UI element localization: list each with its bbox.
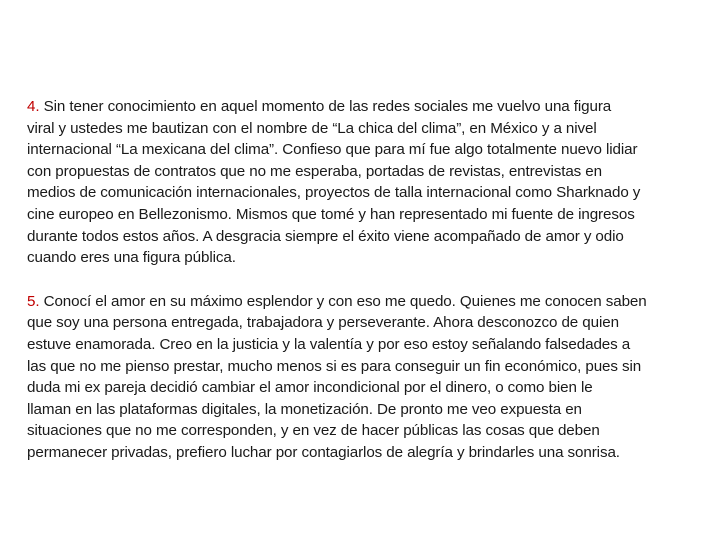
paragraph-line: las que no me pienso prestar, mucho menos si es para conseguir un fin económico, pues sin <box>27 357 642 375</box>
paragraph-line <box>27 291 707 313</box>
paragraph-line: llaman en las plataformas digitales, la monetización. De pronto me veo expuesta en <box>27 400 582 418</box>
paragraph-line: duda mi ex pareja decidió cambiar el amor incondicional por el dinero, o como bien le <box>27 379 593 397</box>
paragraph-number: 5. <box>27 292 40 310</box>
paragraph-line: con propuestas de contratos que no me esperaba, portadas de revistas, entrevistas en <box>27 162 602 180</box>
paragraph-line: cine europeo en Bellezonismo. Mismos que tomé y han representado mi fuente de ingresos <box>27 205 635 223</box>
paragraph-line: durante todos estos años. A desgracia siempre el éxito viene acompañado de amor y odio <box>27 227 624 245</box>
paragraph-line <box>27 96 707 118</box>
paragraph-line: viral y ustedes me bautizan con el nombre de “La chica del clima”, en México y a nivel <box>27 119 597 137</box>
line-text: Sin tener conocimiento en aquel momento de las redes sociales me vuelvo una figura <box>39 98 612 115</box>
paragraph-line: internacional “La mexicana del clima”. Confieso que para mí fue algo totalmente nuevo lidiar <box>27 141 638 159</box>
paragraph-line: cuando eres una figura pública. <box>27 249 236 267</box>
paragraph-line: permanecer privadas, prefiero luchar por contagiarlos de alegría y brindarles una sonrisa. <box>27 443 620 461</box>
paragraph-line: que soy una persona entregada, trabajadora y perseverante. Ahora desconozco de quien <box>27 314 619 332</box>
paragraph-5 <box>27 291 707 464</box>
paragraph-line: medios de comunicación internacionales, proyectos de talla internacional como Sharknado y <box>27 184 641 202</box>
text-body <box>27 96 707 464</box>
paragraph-line: situaciones que no me corresponden, y en vez de hacer públicas las cosas que deben <box>27 422 600 440</box>
paragraph-4 <box>27 96 707 269</box>
paragraph-number: 4. <box>27 98 40 115</box>
paragraph-line: estuve enamorada. Creo en la justicia y la valentía y por eso estoy señalando falsedades a <box>27 335 631 353</box>
line-text: Conocí el amor en su máximo esplendor y con eso me quedo. Quienes me conocen saben <box>39 292 647 310</box>
